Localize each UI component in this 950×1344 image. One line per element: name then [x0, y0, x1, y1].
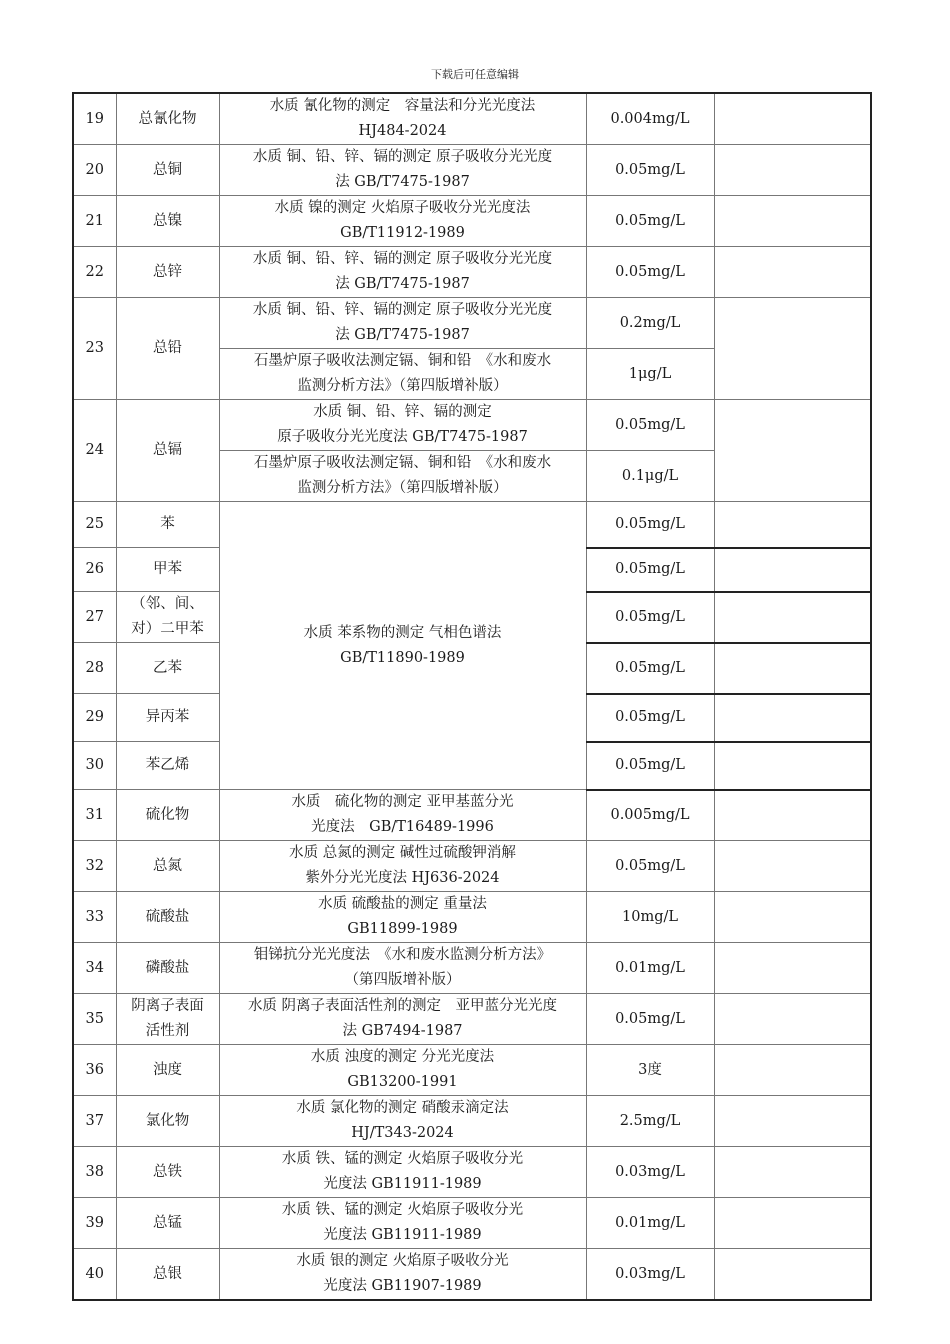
remark-cell: [714, 892, 871, 943]
detection-limit: 0.05mg/L: [586, 643, 714, 694]
method-cell: [219, 841, 586, 892]
detection-limit: 2.5mg/L: [586, 1096, 714, 1147]
remark-cell: [714, 742, 871, 790]
method-cell: [219, 943, 586, 994]
item-name: 乙苯: [116, 643, 219, 694]
detection-limit: 1μg/L: [586, 349, 714, 400]
remark-cell: [714, 247, 871, 298]
detection-limit: 0.05mg/L: [586, 994, 714, 1045]
detection-limit: 0.01mg/L: [586, 943, 714, 994]
method-line: 水质 铜、铅、锌、镉的测定 原子吸收分光光度: [252, 251, 553, 267]
method-line: 水质 硫酸盐的测定 重量法: [318, 896, 487, 912]
method-line: GB13200-1991: [347, 1074, 458, 1090]
method-cell: [219, 349, 586, 400]
table-row: [73, 841, 871, 892]
item-name: 总铁: [116, 1147, 219, 1198]
item-name: 总镉: [116, 400, 219, 502]
method-line: 光度法 GB11907-1989: [323, 1278, 482, 1294]
method-line: 原子吸收分光光度法 GB/T7475-1987: [277, 429, 528, 445]
method-line: GB/T11890-1989: [340, 649, 465, 666]
remark-cell: [714, 694, 871, 742]
item-line: 活性剂: [145, 1023, 190, 1039]
row-number: 38: [73, 1147, 116, 1198]
row-number: 29: [73, 694, 116, 742]
method-line: 光度法 GB11911-1989: [323, 1176, 482, 1192]
detection-limit: 0.05mg/L: [586, 742, 714, 790]
item-name: 甲苯: [116, 548, 219, 592]
detection-limit: 0.05mg/L: [586, 145, 714, 196]
item-name: 总铅: [116, 298, 219, 400]
test-methods-table: [72, 92, 872, 1301]
item-name: [116, 994, 219, 1045]
method-cell: [219, 790, 586, 841]
remark-cell: [714, 643, 871, 694]
item-name: 硫化物: [116, 790, 219, 841]
method-line: 光度法 GB/T16489-1996: [311, 819, 494, 835]
item-name: 总锰: [116, 1198, 219, 1249]
detection-limit: 0.2mg/L: [586, 298, 714, 349]
row-number: 27: [73, 592, 116, 643]
item-name: 总银: [116, 1249, 219, 1301]
item-name: 总氰化物: [116, 93, 219, 145]
item-name: 苯: [116, 502, 219, 548]
remark-cell: [714, 592, 871, 643]
item-line: （邻、间、: [131, 596, 204, 612]
detection-limit: 0.05mg/L: [586, 548, 714, 592]
method-line: 水质 铜、铅、锌、镉的测定 原子吸收分光光度: [252, 302, 553, 318]
row-number: 37: [73, 1096, 116, 1147]
method-cell: [219, 1096, 586, 1147]
row-number: 32: [73, 841, 116, 892]
method-cell: [219, 502, 586, 790]
row-number: 26: [73, 548, 116, 592]
method-line: 水质 苯系物的测定 气相色谱法: [303, 624, 502, 641]
detection-limit: 0.05mg/L: [586, 400, 714, 451]
table-row: [73, 1096, 871, 1147]
detection-limit: 3度: [586, 1045, 714, 1096]
method-line: 水质 阴离子表面活性剂的测定 亚甲蓝分光光度: [247, 998, 558, 1014]
method-cell: [219, 1249, 586, 1301]
table-row: [73, 196, 871, 247]
row-number: 34: [73, 943, 116, 994]
item-name: [116, 592, 219, 643]
method-line: GB11899-1989: [347, 921, 458, 937]
method-cell: [219, 451, 586, 502]
item-name: 总氮: [116, 841, 219, 892]
method-cell: [219, 247, 586, 298]
page-header-note: 下载后可任意编辑: [431, 68, 519, 81]
remark-cell: [714, 1147, 871, 1198]
remark-cell: [714, 400, 871, 502]
method-line: HJ/T343-2024: [351, 1125, 454, 1141]
table-row: [73, 502, 871, 548]
row-number: 35: [73, 994, 116, 1045]
method-line: 水质 铜、铅、锌、镉的测定: [313, 404, 492, 420]
row-number: 30: [73, 742, 116, 790]
table-row: [73, 1198, 871, 1249]
remark-cell: [714, 1198, 871, 1249]
method-cell: [219, 400, 586, 451]
method-line: 法 GB/T7475-1987: [335, 276, 470, 292]
method-line: 石墨炉原子吸收法测定镉、铜和铅 《水和废水: [253, 353, 552, 369]
remark-cell: [714, 943, 871, 994]
item-name: 磷酸盐: [116, 943, 219, 994]
row-number: 19: [73, 93, 116, 145]
item-name: 总镍: [116, 196, 219, 247]
remark-cell: [714, 790, 871, 841]
method-cell: [219, 1147, 586, 1198]
remark-cell: [714, 548, 871, 592]
item-name: 苯乙烯: [116, 742, 219, 790]
method-cell: [219, 145, 586, 196]
method-line: 石墨炉原子吸收法测定镉、铜和铅 《水和废水: [253, 455, 552, 471]
remark-cell: [714, 502, 871, 548]
item-name: 异丙苯: [116, 694, 219, 742]
method-line: GB/T11912-1989: [340, 225, 465, 241]
table-row: [73, 892, 871, 943]
detection-limit: 0.004mg/L: [586, 93, 714, 145]
row-number: 36: [73, 1045, 116, 1096]
method-line: 钼锑抗分光光度法 《水和废水监测分析方法》: [253, 947, 552, 963]
method-line: 水质 氰化物的测定 容量法和分光光度法: [269, 98, 536, 114]
detection-limit: 0.01mg/L: [586, 1198, 714, 1249]
row-number: 28: [73, 643, 116, 694]
method-line: 水质 银的测定 火焰原子吸收分光: [296, 1253, 509, 1269]
table-row: [73, 298, 871, 349]
method-line: 法 GB/T7475-1987: [335, 327, 470, 343]
remark-cell: [714, 1249, 871, 1301]
item-name: 总锌: [116, 247, 219, 298]
method-line: 水质 浊度的测定 分光光度法: [310, 1049, 495, 1065]
detection-limit: 0.05mg/L: [586, 247, 714, 298]
remark-cell: [714, 196, 871, 247]
table-row: [73, 943, 871, 994]
method-line: 水质 铜、铅、锌、镉的测定 原子吸收分光光度: [252, 149, 553, 165]
row-number: 21: [73, 196, 116, 247]
method-line: 水质 总氮的测定 碱性过硫酸钾消解: [289, 845, 516, 861]
method-cell: [219, 994, 586, 1045]
method-cell: [219, 1045, 586, 1096]
table-row: [73, 1147, 871, 1198]
row-number: 24: [73, 400, 116, 502]
item-name: 硫酸盐: [116, 892, 219, 943]
method-cell: [219, 892, 586, 943]
method-line: 水质 铁、锰的测定 火焰原子吸收分光: [281, 1151, 524, 1167]
row-number: 31: [73, 790, 116, 841]
table-row: [73, 1045, 871, 1096]
remark-cell: [714, 994, 871, 1045]
item-line: 阴离子表面: [131, 998, 204, 1014]
detection-limit: 0.05mg/L: [586, 502, 714, 548]
method-line: 紫外分光光度法 HJ636-2024: [305, 870, 500, 886]
table-row: [73, 247, 871, 298]
detection-limit: 0.05mg/L: [586, 592, 714, 643]
method-line: 法 GB/T7475-1987: [335, 174, 470, 190]
method-cell: [219, 298, 586, 349]
method-line: 水质 氯化物的测定 硝酸汞滴定法: [296, 1100, 509, 1116]
method-line: （第四版增补版）: [344, 972, 461, 988]
detection-limit: 0.05mg/L: [586, 694, 714, 742]
item-line: 对）二甲苯: [131, 621, 204, 637]
method-cell: [219, 1198, 586, 1249]
remark-cell: [714, 1096, 871, 1147]
method-line: 监测分析方法》（第四版增补版）: [297, 378, 508, 394]
remark-cell: [714, 298, 871, 400]
detection-limit: 0.1μg/L: [586, 451, 714, 502]
detection-limit: 0.05mg/L: [586, 196, 714, 247]
table-row: [73, 145, 871, 196]
remark-cell: [714, 1045, 871, 1096]
method-line: 光度法 GB11911-1989: [323, 1227, 482, 1243]
method-line: 水质 铁、锰的测定 火焰原子吸收分光: [281, 1202, 524, 1218]
detection-limit: 0.03mg/L: [586, 1249, 714, 1301]
table-row: [73, 994, 871, 1045]
method-cell: [219, 196, 586, 247]
method-line: 水质 硫化物的测定 亚甲基蓝分光: [291, 794, 514, 810]
method-line: HJ484-2024: [358, 123, 447, 139]
method-line: 水质 镍的测定 火焰原子吸收分光光度法: [274, 200, 531, 216]
table-row: [73, 790, 871, 841]
detection-limit: 10mg/L: [586, 892, 714, 943]
table-row: [73, 1249, 871, 1301]
remark-cell: [714, 841, 871, 892]
remark-cell: [714, 145, 871, 196]
detection-limit: 0.03mg/L: [586, 1147, 714, 1198]
row-number: 22: [73, 247, 116, 298]
detection-limit: 0.05mg/L: [586, 841, 714, 892]
row-number: 25: [73, 502, 116, 548]
item-name: 总铜: [116, 145, 219, 196]
detection-limit: 0.005mg/L: [586, 790, 714, 841]
row-number: 20: [73, 145, 116, 196]
item-name: 氯化物: [116, 1096, 219, 1147]
row-number: 33: [73, 892, 116, 943]
method-cell: [219, 93, 586, 145]
table-row: [73, 93, 871, 145]
item-name: 浊度: [116, 1045, 219, 1096]
row-number: 23: [73, 298, 116, 400]
method-line: 监测分析方法》（第四版增补版）: [297, 480, 508, 496]
method-line: 法 GB7494-1987: [342, 1023, 463, 1039]
row-number: 40: [73, 1249, 116, 1301]
remark-cell: [714, 93, 871, 145]
table-row: [73, 400, 871, 451]
row-number: 39: [73, 1198, 116, 1249]
